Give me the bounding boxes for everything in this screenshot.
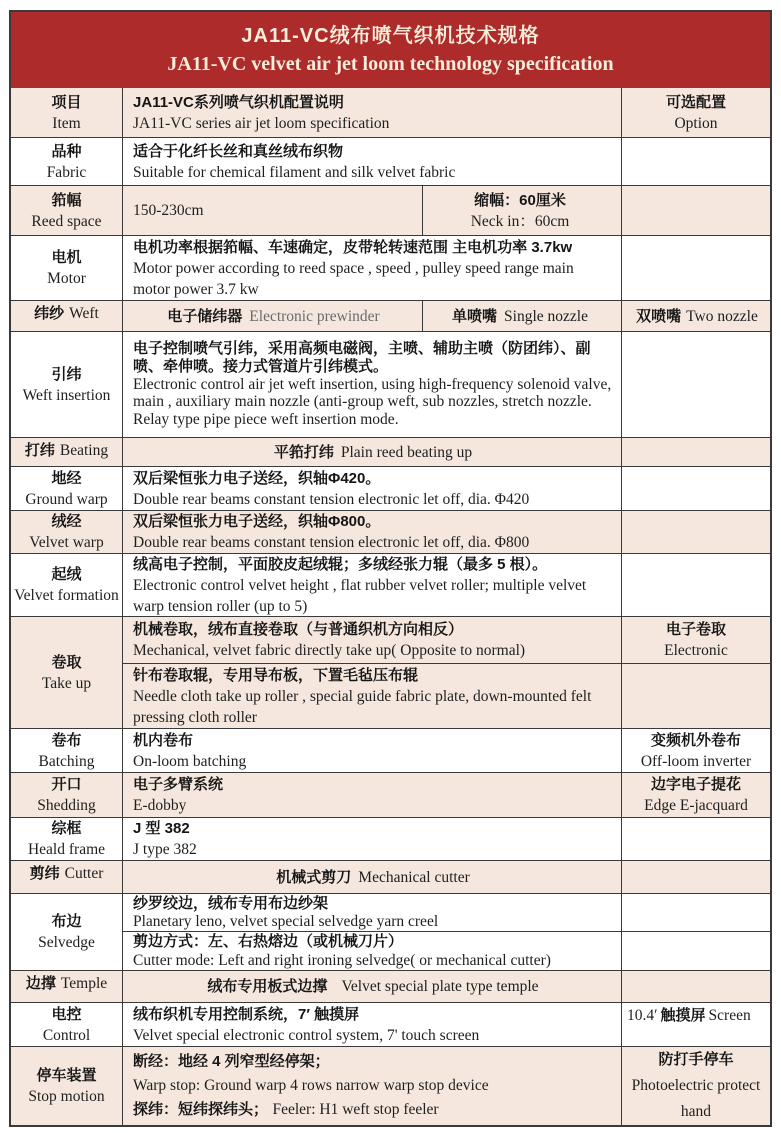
label-zh: 边撑 [25,975,56,992]
desc-cell [122,236,621,300]
label-en: Temple [60,975,108,992]
desc-cell [122,438,621,466]
option-zh: 触摸屏 [660,1007,706,1024]
row-weft-insertion [11,331,770,437]
desc-en: Mechanical cutter [358,868,470,886]
label-zh: 电机 [51,249,82,266]
row-right [122,861,770,893]
desc-cell [122,617,621,663]
label-en: Shedding [37,797,96,814]
desc-en: Velvet special electronic control system, 7' touch screen [133,1026,480,1044]
option-cell-empty [621,971,770,1002]
desc-en: On-loom batching [133,752,247,770]
row-right [122,467,770,510]
row-take-up [11,616,770,728]
desc-cell [122,861,621,893]
row-right [122,438,770,466]
desc-en: Plain reed beating up [340,443,473,461]
option-cell [621,1047,770,1125]
label-cell [11,773,122,817]
row-right [122,894,770,970]
desc-en: Double rear beams constant tension electronic let off, dia. Φ800 [133,534,530,551]
label-cell [11,88,122,137]
row-right [122,773,770,817]
desc-cell [122,664,621,728]
option-cell [621,729,770,772]
label-en: Reed space [31,212,102,230]
label-en: Velvet warp [29,534,104,551]
row-right [122,818,770,860]
prewinder-en: Electronic prewinder [249,307,380,325]
row-right [122,138,770,185]
label-cell [11,617,122,728]
label-cell [11,1047,122,1125]
option-en: Edge E-jacquard [644,797,748,814]
desc-cell [122,1003,621,1046]
desc-zh: 针布卷取辊，专用导布板，下置毛毡压布辊 [133,666,419,684]
label-cell [11,894,122,970]
option-zh: 防打手停车 [658,1051,734,1068]
desc-cell [122,332,621,437]
option-cell-empty [621,894,770,931]
label-en: Control [42,1026,91,1044]
option-cell-empty [621,818,770,860]
desc-cell [122,773,621,817]
desc-cell [122,729,621,772]
row-beating [11,437,770,466]
row-right [122,729,770,772]
take-up-subrow-1 [122,617,770,663]
row-right [122,1047,770,1125]
desc-zh: 剪边方式：左、右热熔边（或机械刀片） [133,933,404,950]
option-cell-empty [621,186,770,235]
row-velvet-formation [11,553,770,616]
feeler-en: Feeler: H1 weft stop feeler [272,1101,439,1118]
desc-zh: 机械式剪刀 [276,868,352,886]
row-motor [11,235,770,300]
prewinder-cell [122,301,422,331]
desc-en: Motor power according to reed space , speed , pulley speed range main motor power 3.7 kw [133,259,574,298]
label-en: Item [52,114,81,132]
reed-range-cell [122,186,422,235]
label-cell [11,438,122,466]
option-cell-empty [621,554,770,616]
neck-in-cell [422,186,621,235]
option-en: Off-loom inverter [640,752,752,770]
desc-zh: 纱罗绞边，绒布专用布边纱架 [133,894,329,912]
row-batching [11,728,770,772]
warp-stop-en: Warp stop: Ground warp 4 rows narrow warp stop device [133,1077,489,1094]
desc-en: Velvet special plate type temple [341,978,539,995]
selvedge-subrow-1 [122,894,770,931]
desc-cell [122,971,621,1002]
row-reed-space [11,185,770,235]
label-cell [11,971,122,1002]
label-zh: 引纬 [51,365,82,383]
option-en: Option [674,114,718,132]
warp-stop-zh: 断经：地经 4 列窄型经停架； [133,1053,330,1070]
label-zh: 纬纱 [34,305,65,322]
label-cell [11,818,122,860]
label-zh: 电控 [51,1005,82,1023]
option-size: 10.4′ [627,1007,658,1024]
desc-en: Electronic control velvet height , flat rubber velvet roller; multiple velvet warp tension roller (up to 5) [133,576,587,615]
option-cell-empty [621,932,770,970]
desc-en: Electronic control air jet weft insertion, using high-frequency solenoid valve, main , auxiliary main nozzle (anti-group weft, sub nozzles, stretch nozzle. Relay type pipe piece weft insertion mode. [133,375,612,429]
label-cell [11,186,122,235]
label-en: Stop motion [28,1088,105,1105]
desc-cell [122,511,621,553]
label-en: Weft insertion [22,386,111,404]
option-zh: 边字电子提花 [650,776,741,793]
option-zh: 电子卷取 [665,621,726,638]
row-right [122,88,770,137]
desc-cell [122,894,621,931]
desc-cell [122,138,621,185]
feeler-line [133,1098,613,1122]
label-en: Cutter [64,865,104,882]
row-right [122,301,770,331]
label-en: Heald frame [27,841,106,858]
label-zh: 综框 [51,820,82,837]
row-ground-warp [11,466,770,510]
row-control [11,1002,770,1046]
table-title-banner [11,12,770,88]
option-cell [621,88,770,137]
single-nozzle-cell [422,301,621,331]
label-zh: 绒经 [51,513,82,530]
desc-zh: 适合于化纤长丝和真丝绒布织物 [133,142,344,160]
row-right [122,332,770,437]
row-selvedge [11,893,770,970]
desc-zh: JA11-VC系列喷气织机配置说明 [133,93,344,111]
label-en: Velvet formation [14,587,119,604]
desc-zh: 电子控制喷气引纬，采用高频电磁阀，主喷、辅助主喷（防团纬）、副喷、牵伸喷。接力式管道片引纬模式。 [133,340,591,375]
desc-en: JA11-VC series air jet loom specification [133,114,390,132]
option-en: Two nozzle [686,307,758,325]
row-velvet-warp [11,510,770,553]
option-cell [621,617,770,663]
label-zh: 项目 [51,93,82,111]
option-cell-empty [621,138,770,185]
label-cell [11,138,122,185]
desc-en: Cutter mode: Left and right ironing selvedge( or mechanical cutter) [133,952,551,969]
option-cell [621,301,770,331]
label-cell [11,236,122,300]
option-cell-empty [621,511,770,553]
option-cell-empty [621,664,770,728]
label-en: Selvedge [38,934,95,951]
reed-range-value: 150-230cm [133,202,204,219]
label-en: Beating [59,442,109,459]
label-en: Fabric [46,163,87,181]
desc-en: Needle cloth take up roller , special guide fabric plate, down-mounted felt pressing cloth roller [133,687,592,726]
neck-in-en: Neck in：60cm [470,212,570,230]
title-zh: JA11-VC绒布喷气织机技术规格 [241,25,540,47]
desc-cell [122,818,621,860]
option-cell-empty [621,467,770,510]
neck-in-zh: 缩幅：60厘米 [474,191,566,209]
label-cell [11,1003,122,1046]
option-zh: 变频机外卷布 [650,731,741,749]
row-temple [11,970,770,1002]
label-zh: 停车装置 [36,1067,97,1084]
single-nozzle-zh: 单喷嘴 [452,307,498,325]
desc-en: Suitable for chemical filament and silk velvet fabric [133,163,456,181]
desc-en: Mechanical, velvet fabric directly take up( Opposite to normal) [133,642,526,659]
row-heald-frame [11,817,770,860]
label-cell [11,511,122,553]
desc-en: Double rear beams constant tension electronic let off, dia. Φ420 [133,490,530,508]
take-up-subrow-2 [122,663,770,728]
row-fabric [11,137,770,185]
option-cell-empty [621,438,770,466]
label-cell [11,467,122,510]
label-zh: 地经 [51,469,82,487]
label-en: Ground warp [25,490,108,508]
label-zh: 卷布 [51,731,82,749]
row-cutter [11,860,770,893]
desc-cell [122,1047,621,1125]
label-zh: 起绒 [51,566,82,583]
label-zh: 剪纬 [29,865,60,882]
row-right [122,1003,770,1046]
label-cell [11,861,122,893]
label-zh: 布边 [51,913,82,930]
label-cell [11,554,122,616]
option-en: Screen [708,1007,751,1024]
desc-en: Planetary leno, velvet special selvedge yarn creel [133,912,439,930]
label-cell [11,729,122,772]
label-zh: 打纬 [24,442,55,459]
desc-zh: 绒高电子控制，平面胶皮起绒辊；多绒经张力辊（最多 5 根）。 [133,555,548,573]
title-en: JA11-VC velvet air jet loom technology specification [167,53,614,75]
desc-zh: J 型 382 [133,820,190,837]
option-en: Electronic [664,642,728,659]
label-zh: 开口 [51,776,82,793]
option-zh: 双喷嘴 [636,307,682,325]
desc-zh: 机械卷取，绒布直接卷取（与普通织机方向相反） [133,621,464,638]
row-right [122,554,770,616]
option-cell-empty [621,332,770,437]
desc-zh: 电机功率根据筘幅、车速确定，皮带轮转速范围 主电机功率 3.7kw [133,238,573,256]
desc-zh: 绒布织机专用控制系统，7′ 触摸屏 [133,1005,360,1023]
row-weft [11,300,770,331]
desc-zh: 双后梁恒张力电子送经，织轴Φ420。 [133,469,381,487]
label-en: Motor [47,270,86,287]
single-nozzle-en: Single nozzle [504,307,588,325]
row-right [122,971,770,1002]
option-en: Photoelectric protect hand [631,1077,761,1120]
row-right [122,236,770,300]
label-en: Batching [38,752,95,770]
desc-cell [122,932,621,970]
label-en: Weft [69,305,99,322]
selvedge-subrow-2 [122,931,770,970]
option-zh: 可选配置 [665,93,726,111]
desc-zh: 双后梁恒张力电子送经，织轴Φ800。 [133,513,381,530]
row-item [11,88,770,137]
option-cell-empty [621,861,770,893]
desc-zh: 绒布专用板式边撑 [207,978,328,995]
row-stop-motion [11,1046,770,1125]
label-zh: 卷取 [51,653,82,671]
row-right [122,511,770,553]
desc-zh: 平筘打纬 [273,443,334,461]
label-en: Take up [41,674,92,692]
row-right [122,617,770,728]
label-zh: 筘幅 [51,191,82,209]
desc-cell [122,88,621,137]
option-cell [621,773,770,817]
row-shedding [11,772,770,817]
desc-cell [122,554,621,616]
desc-zh: 机内卷布 [133,731,194,749]
row-right [122,186,770,235]
desc-en: J type 382 [133,841,197,858]
spec-table [9,10,772,1127]
label-cell [11,332,122,437]
desc-zh: 电子多臂系统 [133,776,224,793]
prewinder-zh: 电子储纬器 [167,307,243,325]
desc-en: E-dobby [133,797,187,814]
label-cell [11,301,122,331]
feeler-zh: 探纬：短纬探纬头； [133,1101,269,1118]
label-zh: 品种 [51,142,82,160]
desc-cell [122,467,621,510]
option-cell [621,1003,770,1046]
option-cell-empty [621,236,770,300]
